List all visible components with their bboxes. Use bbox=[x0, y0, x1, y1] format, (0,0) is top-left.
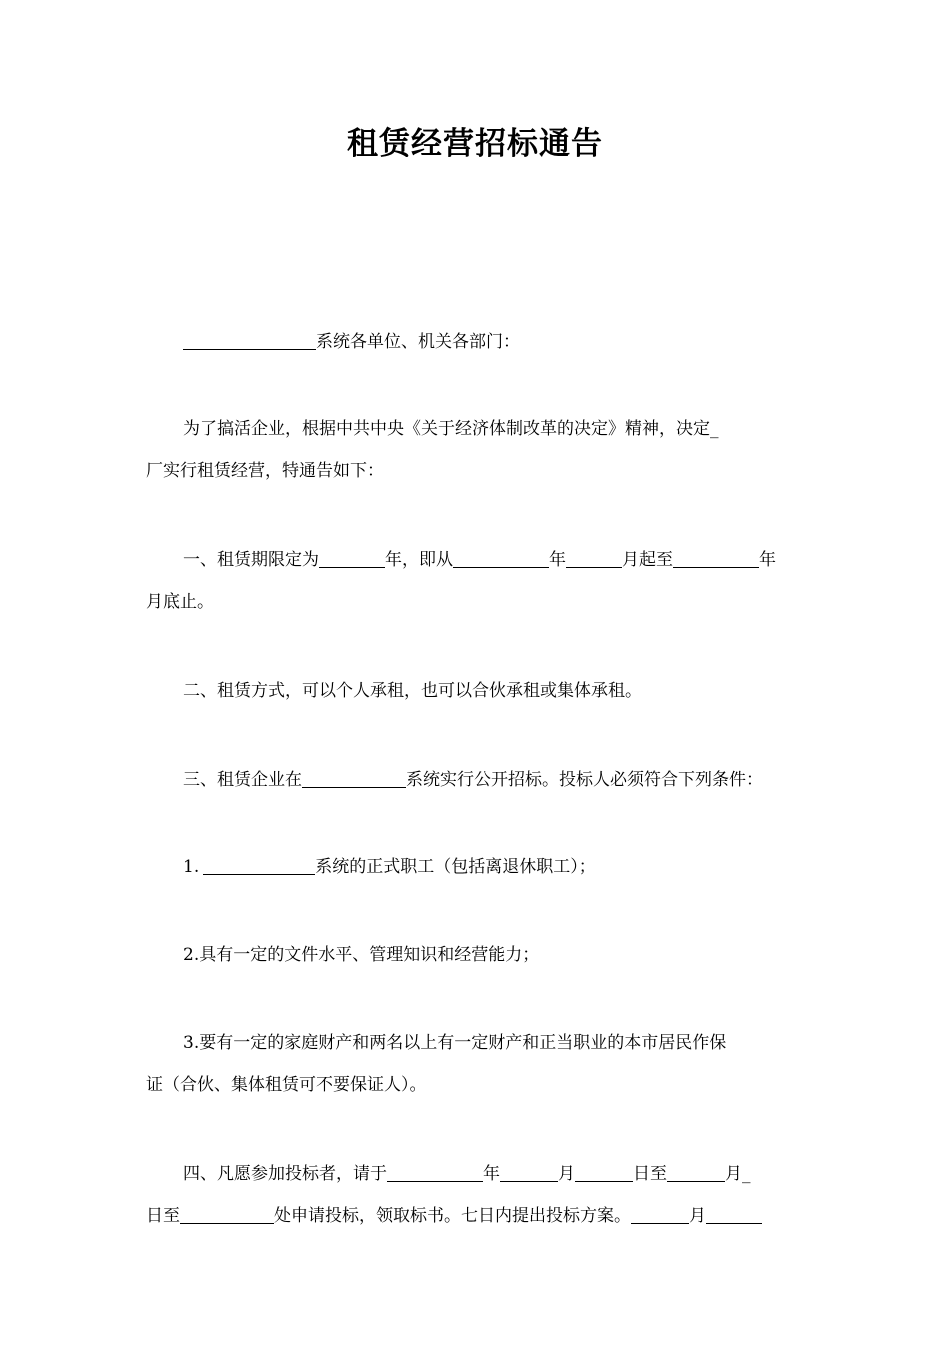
item-1-paragraph bbox=[146, 539, 808, 623]
blank-field bbox=[566, 547, 622, 568]
blank-field bbox=[319, 547, 385, 568]
item-4-text-b: 年 bbox=[483, 1164, 500, 1184]
condition-1-text-b: 系统的正式职工（包括离退休职工）； bbox=[315, 857, 596, 877]
item-1-text-b: 年，即从 bbox=[385, 550, 453, 570]
condition-2-paragraph bbox=[146, 934, 808, 976]
intro-paragraph bbox=[146, 408, 808, 492]
item-1-text-e: 年 bbox=[759, 550, 776, 570]
item-4-text-a: 四、凡愿参加投标者，请于 bbox=[183, 1164, 387, 1184]
blank-field bbox=[706, 1203, 762, 1224]
item-1-text-d: 月起至 bbox=[622, 550, 673, 570]
blank-field bbox=[667, 1161, 725, 1182]
condition-2-text: 2.具有一定的文件水平、管理知识和经营能力； bbox=[183, 945, 540, 965]
blank-field bbox=[453, 547, 549, 568]
blank-field bbox=[183, 329, 316, 350]
item-4-text-h: 月 bbox=[689, 1206, 706, 1226]
item-4-text-f: 日至 bbox=[146, 1206, 180, 1226]
blank-field bbox=[673, 547, 759, 568]
blank-field bbox=[631, 1203, 689, 1224]
item-1-text-c: 年 bbox=[549, 550, 566, 570]
item-3-text-b: 系统实行公开招标。投标人必须符合下列条件： bbox=[406, 770, 763, 790]
item-3-text-a: 三、租赁企业在 bbox=[183, 770, 302, 790]
blank-field bbox=[575, 1161, 633, 1182]
intro-line-2: 厂实行租赁经营，特通告如下： bbox=[146, 461, 384, 481]
salutation bbox=[146, 321, 808, 363]
condition-3-line-2: 证（合伙、集体租赁可不要保证人）。 bbox=[146, 1075, 427, 1095]
item-4-text-d: 日至 bbox=[633, 1164, 667, 1184]
blank-field bbox=[500, 1161, 558, 1182]
document-title: 租赁经营招标通告 bbox=[347, 126, 603, 162]
salutation-text: 系统各单位、机关各部门： bbox=[316, 332, 520, 352]
blank-field bbox=[387, 1161, 483, 1182]
item-4-text-c: 月 bbox=[558, 1164, 575, 1184]
blank-field bbox=[302, 767, 406, 788]
item-4-paragraph bbox=[146, 1153, 808, 1237]
item-2-text: 二、租赁方式，可以个人承租，也可以合伙承租或集体承租。 bbox=[183, 681, 642, 701]
item-1-text-f: 月底止。 bbox=[146, 592, 214, 612]
condition-3-line-1: 3.要有一定的家庭财产和两名以上有一定财产和正当职业的本市居民作保 bbox=[183, 1033, 727, 1053]
item-4-text-g: 处申请投标，领取标书。七日内提出投标方案。 bbox=[274, 1206, 631, 1226]
item-1-text-a: 一、租赁期限定为 bbox=[183, 550, 319, 570]
item-3-paragraph bbox=[146, 759, 808, 801]
item-4-text-e: 月_ bbox=[725, 1164, 751, 1184]
blank-field bbox=[180, 1203, 274, 1224]
condition-1-paragraph bbox=[146, 846, 808, 888]
intro-line-1: 为了搞活企业，根据中共中央《关于经济体制改革的决定》精神，决定_ bbox=[183, 419, 719, 439]
condition-1-text-a: 1. bbox=[183, 857, 200, 877]
item-2-paragraph bbox=[146, 670, 808, 712]
blank-field bbox=[203, 854, 315, 875]
condition-3-paragraph bbox=[146, 1022, 808, 1106]
